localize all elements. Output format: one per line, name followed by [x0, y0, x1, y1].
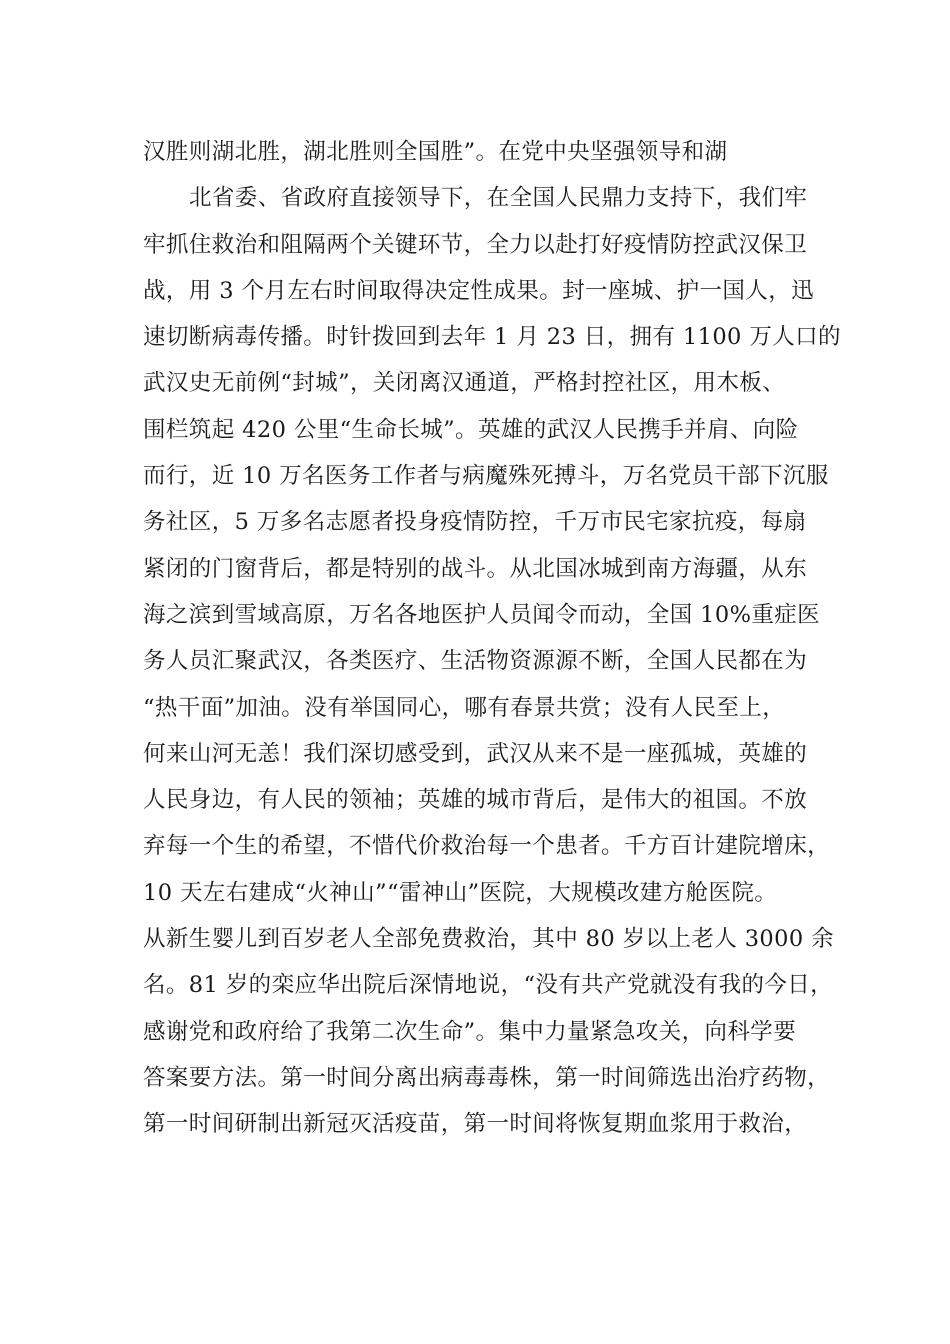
text-line: 名。81 岁的栾应华出院后深情地说，“没有共产党就没有我的今日， — [143, 972, 834, 999]
text-line: 战，用 3 个月左右时间取得决定性成果。封一座城、护一国人，迅 — [143, 277, 815, 304]
text-line: 答案要方法。第一时间分离出病毒毒株，第一时间筛选出治疗药物， — [143, 1064, 831, 1091]
text-line: 速切断病毒传播。时针拨回到去年 1 月 23 日，拥有 1100 万人口的 — [143, 324, 841, 351]
body-text — [143, 129, 841, 1148]
text-line: 何来山河无恙！我们深切感受到，武汉从来不是一座孤城，英雄的 — [143, 740, 808, 767]
text-line: 感谢党和政府给了我第二次生命”。集中力量紧急攻关，向科学要 — [143, 1018, 797, 1045]
text-line: 紧闭的门窗背后，都是特别的战斗。从北国冰城到南方海疆，从东 — [143, 555, 808, 582]
text-line: 北省委、省政府直接领导下，在全国人民鼎力支持下，我们牢 — [189, 185, 808, 212]
text-line: 第一时间研制出新冠灭活疫苗，第一时间将恢复期血浆用于救治， — [143, 1111, 808, 1138]
text-line: 人民身边，有人民的领袖；英雄的城市背后，是伟大的祖国。不放 — [143, 787, 808, 814]
text-line: 务人员汇聚武汉，各类医疗、生活物资源源不断，全国人民都在为 — [143, 648, 808, 675]
text-line: 海之滨到雪域高原，万名各地医护人员闻令而动，全国 10%重症医 — [143, 601, 821, 628]
text-line: 围栏筑起 420 公里“生命长城”。英雄的武汉人民携手并肩、向险 — [143, 416, 799, 443]
text-line: 从新生婴儿到百岁老人全部免费救治，其中 80 岁以上老人 3000 余 — [143, 926, 835, 953]
text-line: 10 天左右建成“火神山”“雷神山”医院，大规模改建方舱医院。 — [143, 879, 778, 906]
text-line: 牢抓住救治和阻隔两个关键环节，全力以赴打好疫情防控武汉保卫 — [143, 231, 808, 258]
text-line: 弃每一个生的希望，不惜代价救治每一个患者。千方百计建院增床， — [143, 833, 831, 860]
text-line: 务社区，5 万多名志愿者投身疫情防控，千万市民宅家抗疫，每扇 — [143, 509, 807, 536]
text-line: “热干面”加油。没有举国同心，哪有春景共赏；没有人民至上， — [143, 694, 786, 721]
text-line: 汉胜则湖北胜，湖北胜则全国胜”。在党中央坚强领导和湖 — [143, 139, 728, 165]
text-line: 武汉史无前例“封城”，关闭离汉通道，严格封控社区，用木板、 — [143, 370, 786, 397]
text-line: 而行，近 10 万名医务工作者与病魔殊死搏斗，万名党员干部下沉服 — [143, 463, 829, 490]
